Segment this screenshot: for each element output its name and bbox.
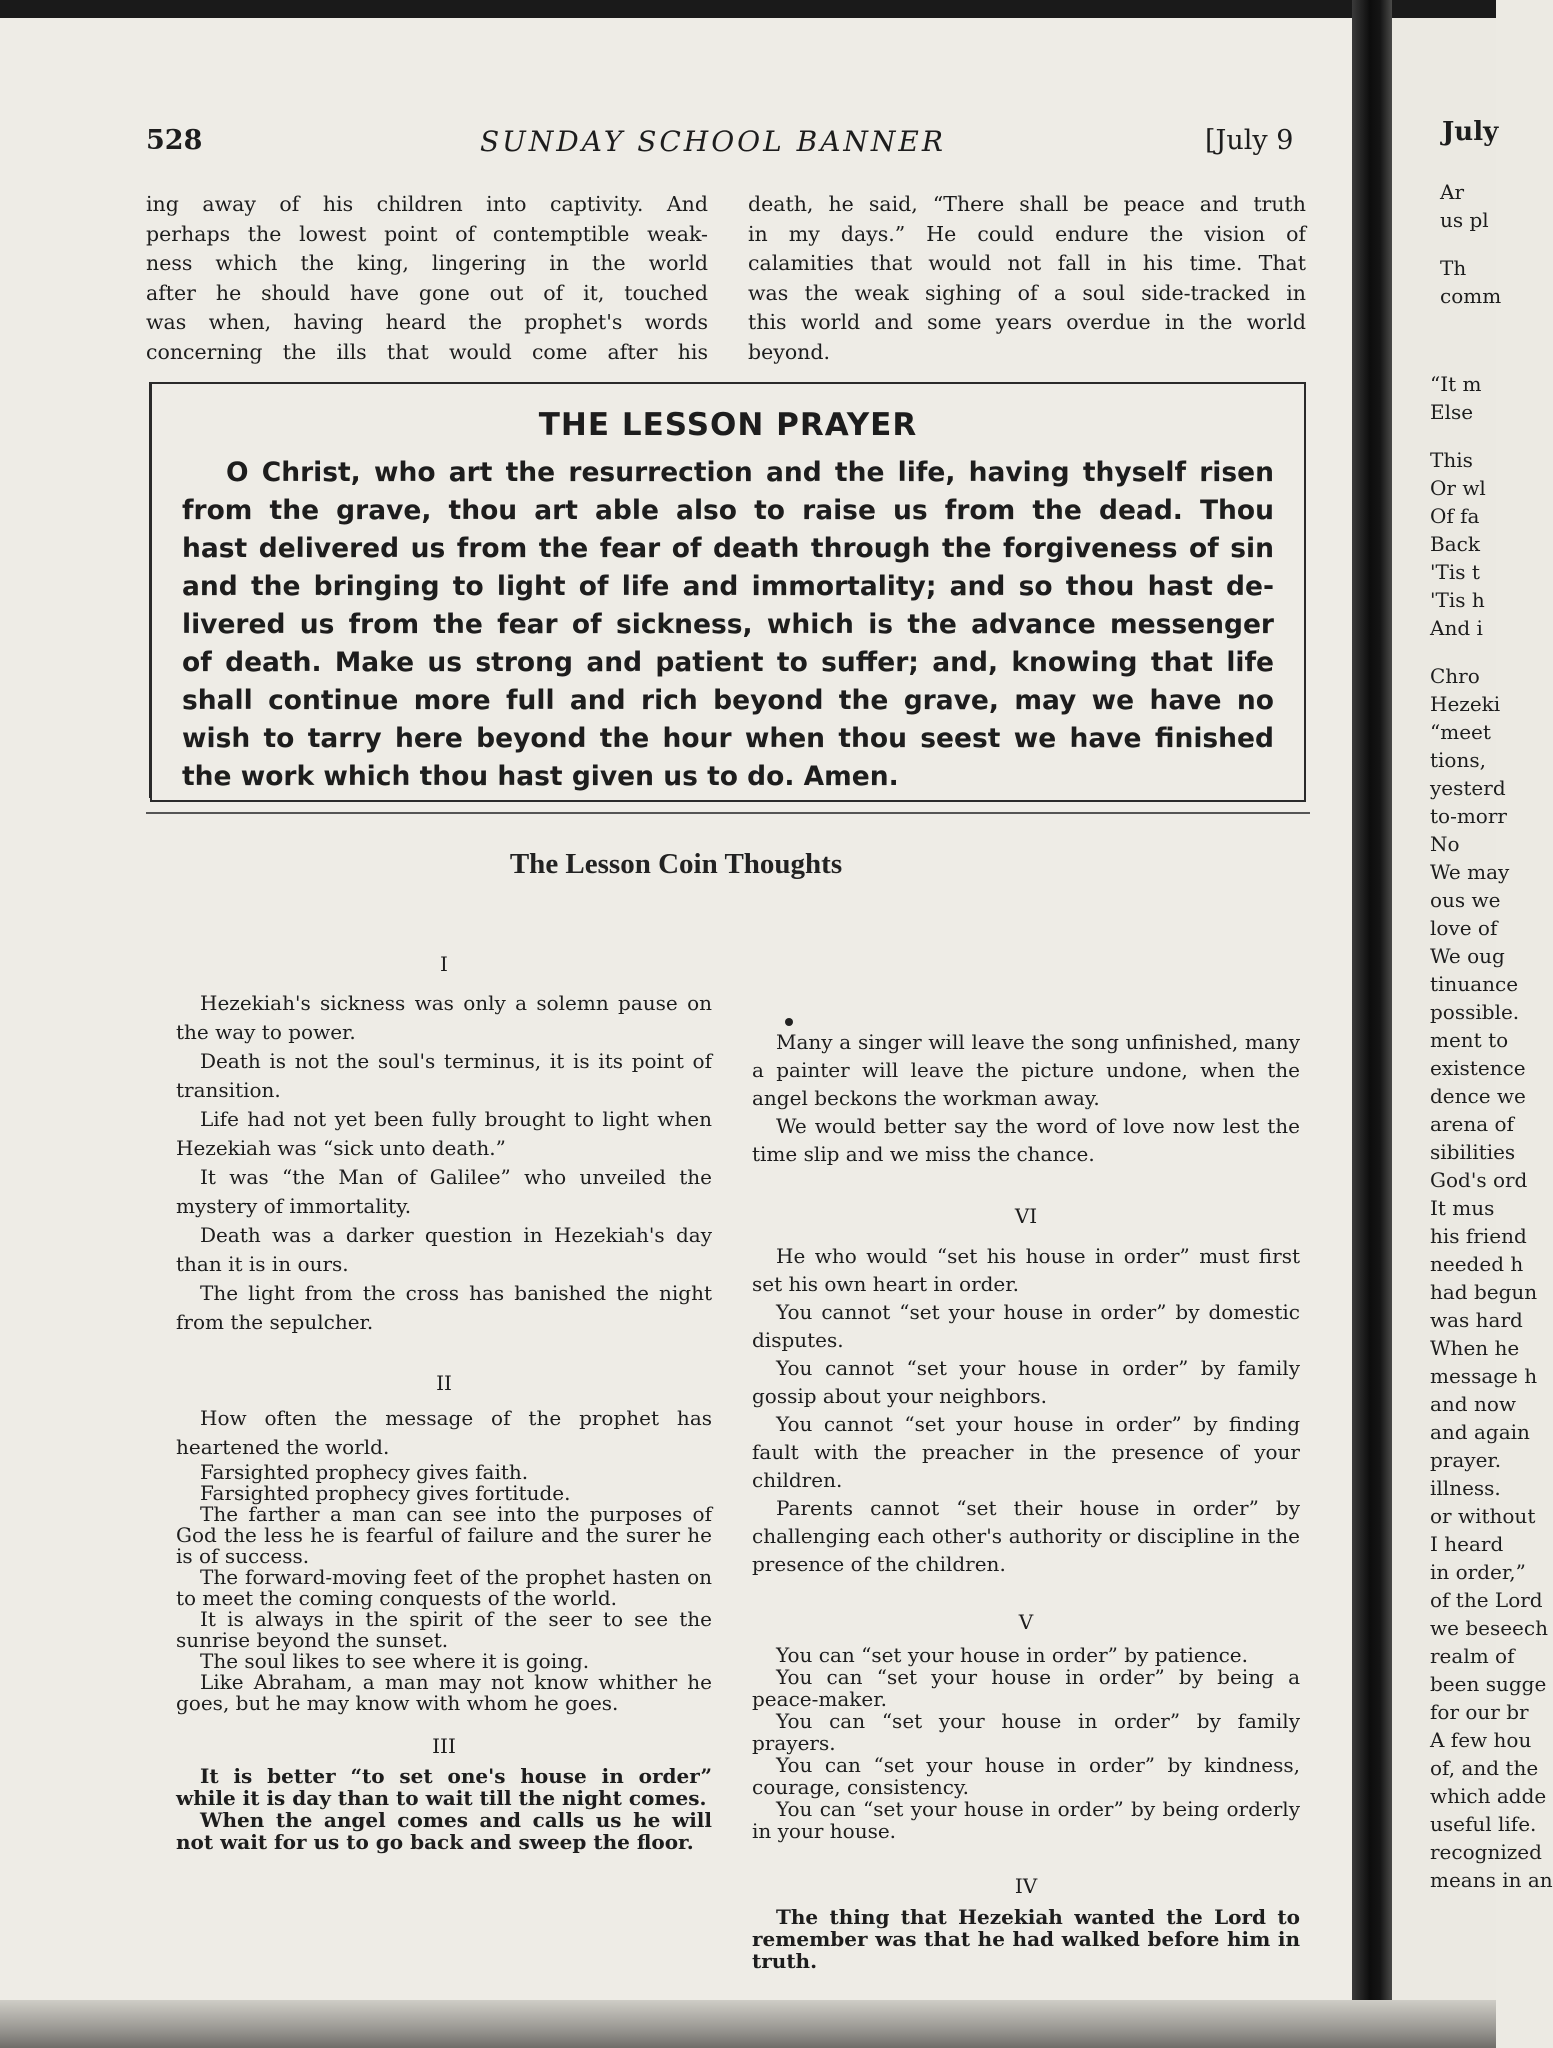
intro-line: was the weak sighing of a soul side-tracked in: [748, 280, 1306, 305]
facing-page: [1392, 18, 1553, 2000]
intro-line: this world and some years overdue in the world: [748, 310, 1306, 334]
thought-item: The forward-moving feet of the prophet hasten on to meet the coming conquests of the world.: [176, 1565, 712, 1610]
facing-page-line: 'Tis h: [1430, 588, 1485, 612]
prayer-title: THE LESSON PRAYER: [538, 407, 918, 443]
facing-page-line: his friend: [1430, 1224, 1527, 1248]
intro-right-column: [748, 190, 1306, 367]
facing-page-line: tinuance: [1430, 972, 1519, 996]
intro-line: concerning the ills that would come after his: [146, 339, 708, 364]
book-gutter: [1352, 0, 1392, 2048]
prayer-line: wish to tarry here beyond the hour when thou seest we have finished: [182, 723, 1274, 754]
intro-line: beyond.: [748, 339, 831, 364]
facing-page-line: message h: [1430, 1364, 1538, 1388]
prayer-line: of death. Make us strong and patient to suffer; and, knowing that life: [182, 647, 1274, 678]
facing-page-line: Back: [1430, 532, 1480, 556]
intro-line: after he should have gone out of it, touched: [146, 280, 708, 305]
thought-item: You can “set your house in order” by patience.: [776, 1643, 1248, 1667]
facing-page-line: or without: [1430, 1504, 1536, 1528]
section-heading-IV: IV: [1014, 1874, 1038, 1898]
thought-item: Death is not the soul's terminus, it is its point of transition.: [176, 1049, 712, 1102]
facing-page-line: 'Tis t: [1430, 560, 1480, 584]
thought-item: He who would “set his house in order” must first set his own heart in order.: [752, 1244, 1300, 1296]
section-heading-II: II: [436, 1371, 452, 1395]
facing-page-line: Th: [1440, 256, 1467, 280]
intro-line: ing away of his children into captivity. And: [146, 192, 708, 216]
thought-item: When the angel comes and calls us he will not wait for us to go back and sweep the floor.: [176, 1808, 712, 1854]
facing-page-line: This: [1430, 448, 1473, 472]
thought-item: Hezekiah's sickness was only a solemn pause on the way to power.: [176, 991, 712, 1044]
thought-item: Many a singer will leave the song unfinished, many a painter will leave the picture undone, when the angel beckons the workman away.: [752, 1030, 1300, 1110]
facing-page-line: prayer.: [1430, 1448, 1502, 1472]
facing-page-line: God's ord: [1430, 1168, 1528, 1192]
prayer-line: livered us from the fear of sickness, which is the advance messenger: [182, 609, 1274, 640]
intro-line: ness which the king, lingering in the world: [146, 251, 708, 275]
section-title: The Lesson Coin Thoughts: [509, 848, 843, 880]
facing-page-line: of the Lord: [1430, 1588, 1543, 1612]
intro-left-column: [146, 190, 708, 367]
facing-page-header: July: [1442, 117, 1499, 147]
thought-item: We would better say the word of love now lest the time slip and we miss the chance.: [752, 1114, 1300, 1166]
facing-page-line: realm of: [1430, 1644, 1515, 1668]
facing-page-line: sibilities: [1430, 1140, 1516, 1164]
thought-item: [176, 1462, 712, 1483]
section-heading-III: III: [432, 1734, 456, 1758]
facing-page-line: in order,”: [1430, 1560, 1526, 1584]
facing-page-line: and now: [1430, 1392, 1517, 1416]
prayer-line: shall continue more full and rich beyond the grave, may we have no: [182, 685, 1274, 716]
running-title: SUNDAY SCHOOL BANNER: [480, 125, 946, 158]
facing-page-line: dence we: [1430, 1084, 1526, 1108]
facing-page-line: to-morr: [1430, 804, 1507, 828]
facing-page-line: Chro: [1430, 664, 1480, 688]
facing-page-line: And i: [1430, 616, 1483, 640]
facing-page-line: A few hou: [1430, 1728, 1532, 1752]
lesson-prayer-box: [150, 382, 1306, 802]
facing-page-line: ous we: [1430, 888, 1501, 912]
prayer-line: hast delivered us from the fear of death through the forgiveness of sin: [182, 533, 1274, 564]
facing-page-line: tions,: [1430, 748, 1486, 772]
thoughts-left-column: [176, 950, 712, 1853]
thought-item: The thing that Hezekiah wanted the Lord to remember was that he had walked before him in truth.: [752, 1905, 1300, 1973]
intro-line: was when, having heard the prophet's words: [146, 310, 708, 334]
facing-page-line: ment to: [1430, 1028, 1509, 1052]
facing-page-line: us pl: [1440, 208, 1489, 232]
thought-item: It is always in the spirit of the seer to see the sunrise beyond the sunset.: [176, 1607, 712, 1652]
facing-page-line: No: [1430, 832, 1460, 856]
facing-page-line: useful life.: [1430, 1812, 1537, 1836]
bullet-dot: [785, 1018, 793, 1026]
facing-page-line: illness.: [1430, 1476, 1501, 1500]
intro-line: calamities that would not fall in his time. That: [748, 251, 1306, 275]
facing-page-line: Ar: [1440, 180, 1465, 204]
thought-item: It was “the Man of Galilee” who unveiled the mystery of immortality.: [176, 1165, 712, 1218]
intro-line: death, he said, “There shall be peace and truth: [748, 192, 1306, 216]
facing-page-line: means in an: [1430, 1868, 1553, 1892]
thought-item: The light from the cross has banished the night from the sepulcher.: [176, 1281, 712, 1334]
thought-item: The farther a man can see into the purposes of God the less he is fearful of failure and the surer he is of success.: [176, 1502, 712, 1568]
thought-item: Life had not yet been fully brought to light when Hezekiah was “sick unto death.”: [176, 1107, 712, 1160]
thought-item: Like Abraham, a man may not know whither he goes, but he may know with whom he goes.: [176, 1670, 712, 1715]
thought-item: Death was a darker question in Hezekiah's day than it is in ours.: [176, 1223, 712, 1276]
facing-page-line: we beseech: [1430, 1616, 1548, 1640]
thought-item: You cannot “set your house in order” by domestic disputes.: [752, 1300, 1300, 1352]
scan-bottom-border: [0, 2000, 1496, 2048]
prayer-line: and the bringing to light of life and immortality; and so thou hast de-: [182, 571, 1274, 602]
facing-page-line: and again: [1430, 1420, 1530, 1444]
facing-page-line: When he: [1430, 1336, 1520, 1360]
facing-page-line: possible.: [1430, 1000, 1520, 1024]
thought-text: Farsighted prophecy gives faith.: [200, 1460, 529, 1484]
facing-page-line: Else: [1430, 400, 1474, 424]
thoughts-right-column: [752, 1028, 1300, 1972]
prayer-line: the work which thou hast given us to do. Amen.: [182, 761, 899, 792]
facing-page-line: We oug: [1430, 944, 1505, 968]
thought-item: You can “set your house in order” by being a peace-maker.: [752, 1665, 1300, 1711]
facing-page-line: It mus: [1430, 1196, 1495, 1220]
facing-page-line: was hard: [1430, 1308, 1523, 1332]
thought-text: Farsighted prophecy gives fortitude.: [200, 1481, 571, 1505]
thought-item: You can “set your house in order” by kindness, courage, consistency.: [752, 1753, 1300, 1799]
thought-item: Parents cannot “set their house in order” by challenging each other's authority or discipline in the presence of the children.: [752, 1496, 1300, 1576]
facing-page-line: needed h: [1430, 1252, 1524, 1276]
facing-page-line: had begun: [1430, 1280, 1538, 1304]
section-heading-I: I: [440, 952, 448, 976]
facing-page-line: which adde: [1430, 1784, 1547, 1808]
thought-item: You can “set your house in order” by being orderly in your house.: [752, 1797, 1300, 1843]
thought-item: The soul likes to see where it is going.: [200, 1649, 590, 1673]
facing-page-line: love of: [1430, 916, 1498, 940]
facing-page-line: of, and the: [1430, 1756, 1539, 1780]
section-heading-V: V: [1018, 1610, 1034, 1634]
facing-page-line: recognized: [1430, 1840, 1542, 1864]
facing-page-line: Hezeki: [1430, 692, 1501, 716]
thought-item: How often the message of the prophet has heartened the world.: [176, 1406, 712, 1459]
facing-page-line: I heard: [1430, 1532, 1504, 1556]
facing-page-line: for our br: [1430, 1700, 1529, 1724]
scan-top-border: [0, 0, 1496, 18]
thought-item: You can “set your house in order” by family prayers.: [752, 1709, 1300, 1755]
thought-item: You cannot “set your house in order” by family gossip about your neighbors.: [752, 1356, 1300, 1408]
section-heading-VI: VI: [1014, 1204, 1038, 1228]
thought-item: [176, 1483, 712, 1504]
prayer-line: O Christ, who art the resurrection and the life, having thyself risen: [226, 457, 1274, 488]
thought-item: It is better “to set one's house in order” while it is day than to wait till the night comes.: [176, 1764, 712, 1810]
facing-page-line: “meet: [1430, 720, 1491, 744]
page-number: 528: [146, 125, 203, 156]
prayer-line: from the grave, thou art able also to raise us from the dead. Thou: [182, 495, 1274, 526]
section-divider: [146, 812, 1310, 814]
facing-page-line: Or wl: [1430, 476, 1486, 500]
facing-page-line: “It m: [1430, 372, 1482, 396]
intro-line: in my days.” He could endure the vision of: [748, 221, 1306, 246]
prayer-body: [182, 454, 1274, 796]
thought-item: You cannot “set your house in order” by finding fault with the preacher in the presence of your children.: [752, 1412, 1300, 1492]
facing-page-line: comm: [1440, 284, 1502, 308]
facing-page-line: yesterd: [1430, 776, 1506, 800]
facing-page-line: been sugge: [1430, 1672, 1547, 1696]
facing-page-line: Of fa: [1430, 504, 1480, 528]
running-date: [July 9: [1205, 125, 1294, 156]
facing-page-line: We may: [1430, 860, 1510, 884]
facing-page-line: arena of: [1430, 1112, 1514, 1136]
facing-page-line: existence: [1430, 1056, 1526, 1080]
intro-line: perhaps the lowest point of contemptible weak-: [146, 221, 708, 246]
